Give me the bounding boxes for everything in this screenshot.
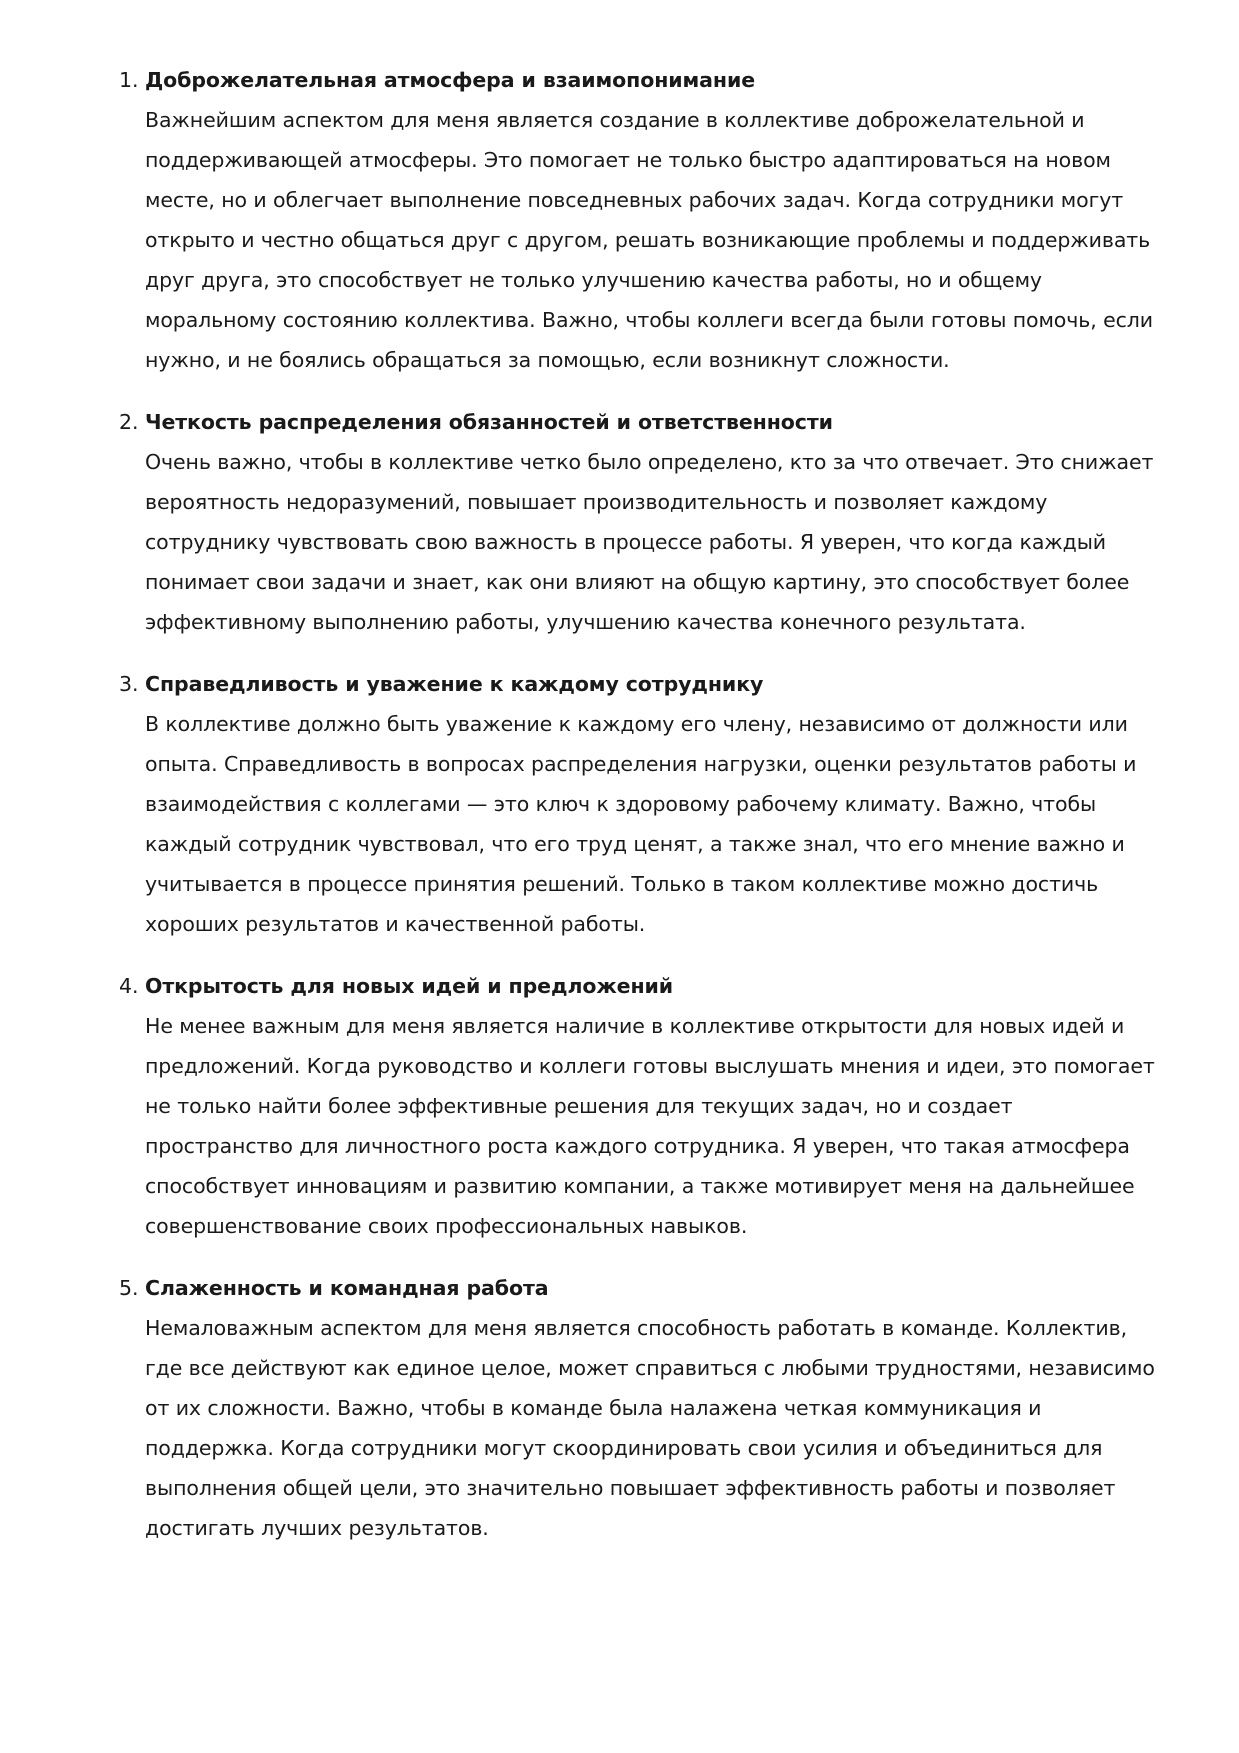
list-item (119, 664, 1159, 944)
item-text: Немаловажным аспектом для меня является способность работать в команде. Коллектив, где все действуют как единое целое, может справиться с любыми трудностями, независимо от их сложности. Важно, чтобы в команде была налажена четкая коммуникация и поддержка. Когда сотрудники могут скоординировать свои усилия и объединиться для выполнения общей цели, это значительно повышает эффективность работы и позволяет достигать лучших результатов. (145, 1316, 1155, 1540)
item-title: Слаженность и командная работа (145, 1276, 549, 1300)
item-text: В коллективе должно быть уважение к каждому его члену, независимо от должности или опыта. Справедливость в вопросах распределения нагрузки, оценки результатов работы и взаимодействия с коллегами — это ключ к здоровому рабочему климату. Важно, чтобы каждый сотрудник чувствовал, что его труд ценят, а также знал, что его мнение важно и учитывается в процессе принятия решений. Только в таком коллективе можно достичь хороших результатов и качественной работы. (145, 712, 1137, 936)
item-text: Важнейшим аспектом для меня является создание в коллективе доброжелательной и поддерживающей атмосферы. Это помогает не только быстро адаптироваться на новом месте, но и облегчает выполнение повседневных рабочих задач. Когда сотрудники могут открыто и честно общаться друг с другом, решать возникающие проблемы и поддерживать друг друга, это способствует не только улучшению качества работы, но и общему моральному состоянию коллектива. Важно, чтобы коллеги всегда были готовы помочь, если нужно, и не боялись обращаться за помощью, если возникнут сложности. (145, 108, 1153, 372)
item-text: Не менее важным для меня является наличие в коллективе открытости для новых идей и предложений. Когда руководство и коллеги готовы выслушать мнения и идеи, это помогает не только найти более эффективные решения для текущих задач, но и создает пространство для личностного роста каждого сотрудника. Я уверен, что такая атмосфера способствует инновациям и развитию компании, а также мотивирует меня на дальнейшее совершенствование своих профессиональных навыков. (145, 1014, 1155, 1238)
item-title: Четкость распределения обязанностей и ответственности (145, 410, 833, 434)
item-title: Открытость для новых идей и предложений (145, 974, 674, 998)
item-number: 4. (119, 974, 139, 998)
item-text: Очень важно, чтобы в коллективе четко было определено, кто за что отвечает. Это снижает вероятность недоразумений, повышает производительность и позволяет каждому сотруднику чувствовать свою важность в процессе работы. Я уверен, что когда каждый понимает свои задачи и знает, как они влияют на общую картину, это способствует более эффективному выполнению работы, улучшению качества конечного результата. (145, 450, 1154, 634)
item-number: 3. (119, 672, 139, 696)
list-item (119, 1268, 1159, 1548)
item-number: 1. (119, 68, 139, 92)
item-number: 5. (119, 1276, 139, 1300)
list-item (119, 402, 1159, 642)
list-item (119, 60, 1159, 380)
item-number: 2. (119, 410, 139, 434)
list-item (119, 966, 1159, 1246)
item-title: Справедливость и уважение к каждому сотруднику (145, 672, 764, 696)
item-title: Доброжелательная атмосфера и взаимопонимание (145, 68, 756, 92)
numbered-list (119, 60, 1159, 1570)
